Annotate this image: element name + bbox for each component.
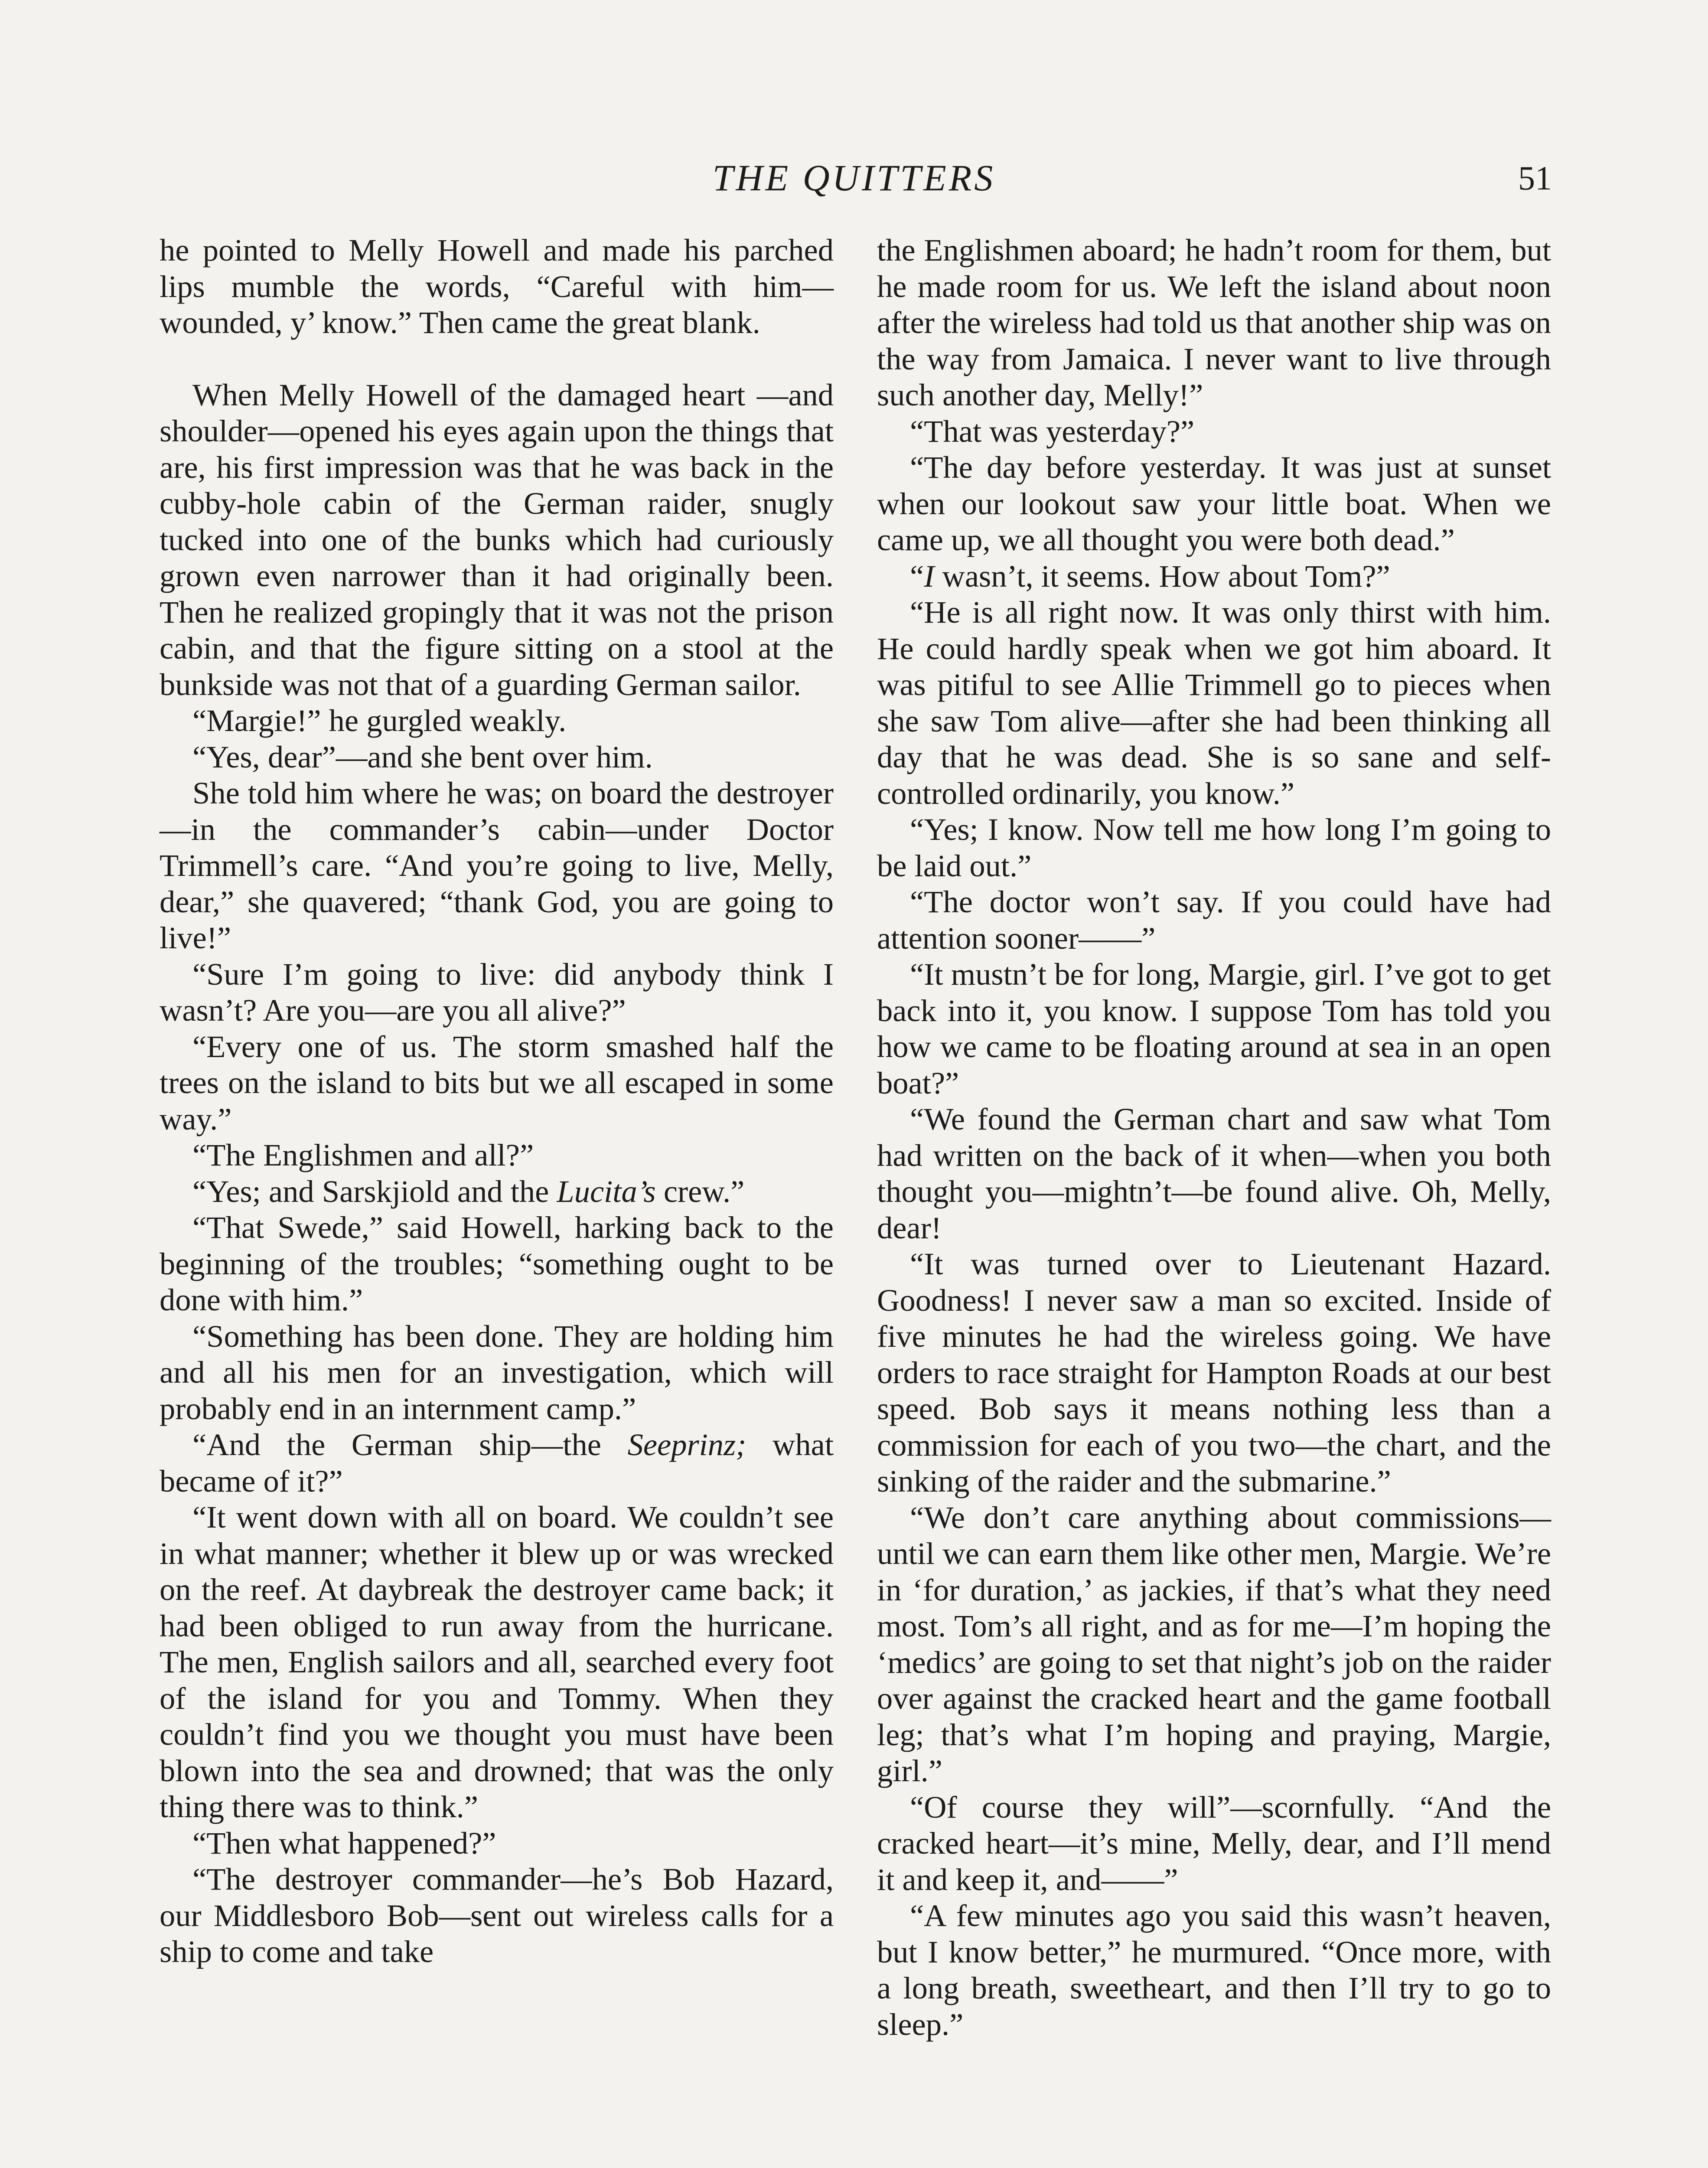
- paragraph: “Every one of us. The storm smashed half the trees on the island to bits but we all escaped in some way.”: [160, 1028, 834, 1136]
- paragraph: “It went down with all on board. We couldn’t see in what manner; whether it blew up or was wrecked on the reef. At daybreak the destroyer came back; it had been obliged to run away from the hurricane. The men, English sailors and all, searched every foot of the island for you and Tommy. When they couldn’t find you we thought you must have been blown into the sea and drowned; that was the only thing there was to think.”: [160, 1499, 834, 1824]
- paragraph: She told him where he was; on board the destroyer—in the commander’s cabin—under Doctor Trimmell’s care. “And you’re going to live, Melly, dear,” she quavered; “thank God, you are going to live!”: [160, 775, 834, 955]
- paragraph: “And the German ship—the Seeprinz; what became of it?”: [160, 1427, 834, 1499]
- paragraph: “Then what happened?”: [192, 1825, 496, 1861]
- paragraph: “The doctor won’t say. If you could have had attention sooner——”: [877, 884, 1551, 956]
- left-column: [160, 232, 834, 2168]
- paragraph: the Englishmen aboard; he hadn’t room for them, but he made room for us. We left the island about noon after the wireless had told us that another ship was on the way from Jamaica. I never want to live through such another day, Melly!”: [877, 232, 1551, 412]
- paragraph: “The destroyer commander—he’s Bob Hazard, our Middlesboro Bob—sent out wireless calls for a ship to come and take: [160, 1861, 834, 1969]
- paragraph: “A few minutes ago you said this wasn’t heaven, but I know better,” he murmured. “Once more, with a long breath, sweetheart, and then I’ll try to go to sleep.”: [877, 1898, 1551, 2042]
- paragraph: “Yes, dear”—and she bent over him.: [192, 739, 653, 774]
- page-number: 51: [1518, 159, 1552, 197]
- running-title: THE QUITTERS: [712, 157, 996, 199]
- paragraph: “We don’t care anything about commissions—until we can earn them like other men, Margie. We’re in ‘for duration,’ as jackies, if that’s what they need most. Tom’s all right, and as for me—I’m hoping the ‘medics’ are going to set that night’s job on the raider over against the cracked heart and the game football leg; that’s what I’m hoping and praying, Margie, girl.”: [877, 1499, 1551, 1788]
- paragraph: “The day before yesterday. It was just at sunset when our lookout saw your little boat. When we came up, we all thought you were both dead.”: [877, 450, 1551, 557]
- paragraph: “The Englishmen and all?”: [192, 1137, 534, 1172]
- paragraph: When Melly Howell of the damaged heart —and shoulder—opened his eyes again upon the things that are, his first impression was that he was back in the cubby-hole cabin of the German raider, snugly tucked into one of the bunks which had curiously grown even narrower than it had originally been. Then he realized gropingly that it was not the prison cabin, and that the figure sitting on a stool at the bunkside was not that of a guarding German sailor.: [160, 377, 834, 702]
- paragraph: “I wasn’t, it seems. How about Tom?”: [910, 558, 1390, 594]
- right-column: [877, 232, 1551, 2168]
- paragraph: “Sure I’m going to live: did anybody think I wasn’t? Are you—are you all alive?”: [160, 956, 834, 1028]
- paragraph: “Yes; and Sarskjiold and the Lucita’s crew.”: [192, 1173, 745, 1209]
- paragraph: “Margie!” he gurgled weakly.: [192, 703, 567, 738]
- paragraph: “Of course they will”—scornfully. “And the cracked heart—it’s mine, Melly, dear, and I’ll mend it and keep it, and——”: [877, 1789, 1551, 1897]
- paragraph: “Yes; I know. Now tell me how long I’m going to be laid out.”: [877, 812, 1551, 883]
- text-columns: [160, 232, 1551, 2168]
- paragraph: “That Swede,” said Howell, harking back to the beginning of the troubles; “something ought to be done with him.”: [160, 1210, 834, 1317]
- paragraph: he pointed to Melly Howell and made his parched lips mumble the words, “Careful with him—wounded, y’ know.” Then came the great blank.: [160, 232, 834, 340]
- paragraph: “It was turned over to Lieutenant Hazard. Goodness! I never saw a man so excited. Inside of five minutes he had the wireless going. We have orders to race straight for Hampton Roads at our best speed. Bob says it means nothing less than a commission for each of you two—the chart, and the sinking of the raider and the submarine.”: [877, 1246, 1551, 1499]
- page-header: [156, 156, 1552, 204]
- paragraph: “He is all right now. It was only thirst with him. He could hardly speak when we got him aboard. It was pitiful to see Allie Trimmell go to pieces when she saw Tom alive—after she had been thinking all day that he was dead. She is so sane and self-controlled ordinarily, you know.”: [877, 594, 1551, 811]
- paragraph: “Something has been done. They are holding him and all his men for an investigation, which will probably end in an internment camp.”: [160, 1318, 834, 1426]
- paragraph: “We found the German chart and saw what Tom had written on the back of it when—when you both thought you—mightn’t—be found alive. Oh, Melly, dear!: [877, 1101, 1551, 1245]
- paragraph: “That was yesterday?”: [910, 413, 1195, 449]
- paragraph: “It mustn’t be for long, Margie, girl. I’ve got to get back into it, you know. I suppose Tom has told you how we came to be floating around at sea in an open boat?”: [877, 957, 1551, 1100]
